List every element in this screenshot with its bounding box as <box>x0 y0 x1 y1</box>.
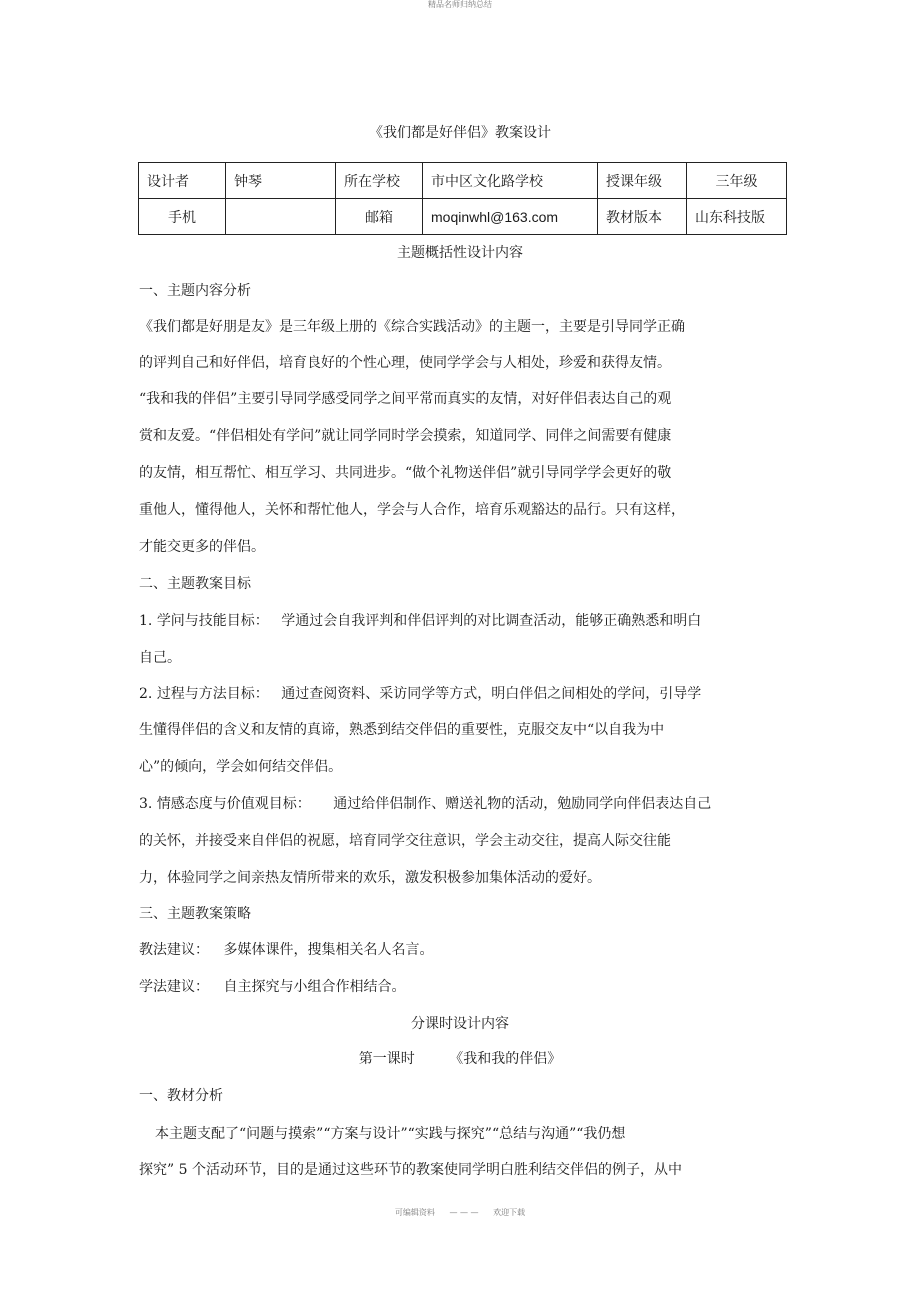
paragraph-line: 生懂得伴侣的含义和友情的真谛，熟悉到结交伴侣的重要性，克服交友中“以自我为中 <box>139 722 665 738</box>
grade-label: 授课年级 <box>598 163 687 199</box>
table-row <box>139 163 787 199</box>
textbook-value: 山东科技版 <box>687 199 787 235</box>
page-footer <box>0 1208 920 1218</box>
paragraph-line: 赏和友爱。“伴侣相处有学问”就让同学同时学会摸索，知道同学、同伴之间需要有健康 <box>139 428 672 444</box>
goal-label: 过程与方法目标： <box>156 686 269 702</box>
section-heading: 一、教材分析 <box>139 1088 223 1104</box>
paragraph-line: 力，体验同学之间亲热友情所带来的欢乐，激发积极参加集体活动的爱好。 <box>139 870 601 886</box>
paragraph-line: 自己。 <box>139 650 181 666</box>
goal-number: 1. <box>139 613 153 629</box>
lesson-title <box>0 1050 920 1068</box>
footer-right: 欢迎下载 <box>493 1208 526 1217</box>
section-heading: 二、主题教案目标 <box>139 576 251 592</box>
goal-number: 3. <box>139 796 153 812</box>
teaching-suggestion <box>139 941 433 959</box>
textbook-label: 教材版本 <box>598 199 687 235</box>
goal-number: 2. <box>139 686 153 702</box>
page-header: 精品名师归纳总结 <box>428 0 492 9</box>
lesson-label: 第一课时 <box>358 1051 415 1067</box>
teaching-label: 教法建议： <box>139 942 209 958</box>
paragraph-line: 的评判自己和好伴侣，培育良好的个性心理，使同学学会与人相处，珍爱和获得友情。 <box>139 355 671 371</box>
paragraph-line: 《我们都是好朋是友》是三年级上册的《综合实践活动》的主题一，主要是引导同学正确 <box>139 319 685 335</box>
goal-text: 通过给伴侣制作、赠送礼物的活动，勉励同学向伴侣表达自己 <box>333 796 712 812</box>
phone-label: 手机 <box>139 199 226 235</box>
learning-suggestion <box>139 978 405 996</box>
teaching-text: 多媒体课件，搜集相关名人名言。 <box>223 942 434 958</box>
learning-label: 学法建议： <box>139 979 209 995</box>
school-value: 市中区文化路学校 <box>423 163 598 199</box>
footer-left: 可编辑资料 <box>394 1208 435 1217</box>
school-label: 所在学校 <box>336 163 423 199</box>
goal-3 <box>139 795 711 813</box>
overview-heading: 主题概括性设计内容 <box>397 245 523 261</box>
goal-2 <box>139 685 701 703</box>
lesson-name: 《我和我的伴侣》 <box>449 1051 562 1067</box>
email-value: moqinwhl@163.com <box>423 199 598 235</box>
paragraph-line: 重他人，懂得他人，关怀和帮忙他人，学会与人合作，培育乐观豁达的品行。只有这样， <box>139 502 685 518</box>
paragraph-line: 本主题支配了“问题与摸索”“方案与设计”“实践与探究”“总结与沟通”“我仍想 <box>155 1126 626 1142</box>
learning-text: 自主探究与小组合作相结合。 <box>223 979 406 995</box>
section-heading: 三、主题教案策略 <box>139 906 251 922</box>
document-title: 《我们都是好伴侣》教案设计 <box>369 125 551 141</box>
section-heading: 一、主题内容分析 <box>139 283 251 299</box>
paragraph-line: 才能交更多的伴侣。 <box>139 539 265 555</box>
paragraph-line: 的关怀，并接受来自伴侣的祝愿，培育同学交往意识，学会主动交往，提高人际交往能 <box>139 833 671 849</box>
lesson-heading: 分课时设计内容 <box>411 1016 509 1032</box>
footer-dashes: — — — <box>449 1208 479 1217</box>
table-row <box>139 199 787 235</box>
goal-label: 情感态度与价值观目标： <box>156 796 311 812</box>
goal-text: 通过查阅资料、采访同学等方式，明白伴侣之间相处的学问，引导学 <box>281 686 702 702</box>
paragraph-line: 的友情，相互帮忙、相互学习、共同进步。“做个礼物送伴侣”就引导同学学会更好的敬 <box>139 465 672 481</box>
info-table <box>138 162 787 235</box>
email-label: 邮箱 <box>336 199 423 235</box>
paragraph-line: 心”的倾向，学会如何结交伴侣。 <box>139 759 343 775</box>
grade-value: 三年级 <box>687 163 787 199</box>
goal-label: 学问与技能目标： <box>156 613 269 629</box>
paragraph-line: 探究” 5 个活动环节，目的是通过这些环节的教案使同学明白胜利结交伴侣的例子，从中 <box>139 1162 682 1178</box>
goal-1 <box>139 612 701 630</box>
goal-text: 学通过会自我评判和伴侣评判的对比调查活动，能够正确熟悉和明白 <box>281 613 702 629</box>
designer-label: 设计者 <box>139 163 226 199</box>
designer-value: 钟琴 <box>226 163 336 199</box>
paragraph-line: “我和我的伴侣”主要引导同学感受同学之间平常而真实的友情，对好伴侣表达自己的观 <box>139 391 672 407</box>
phone-value <box>226 199 336 235</box>
